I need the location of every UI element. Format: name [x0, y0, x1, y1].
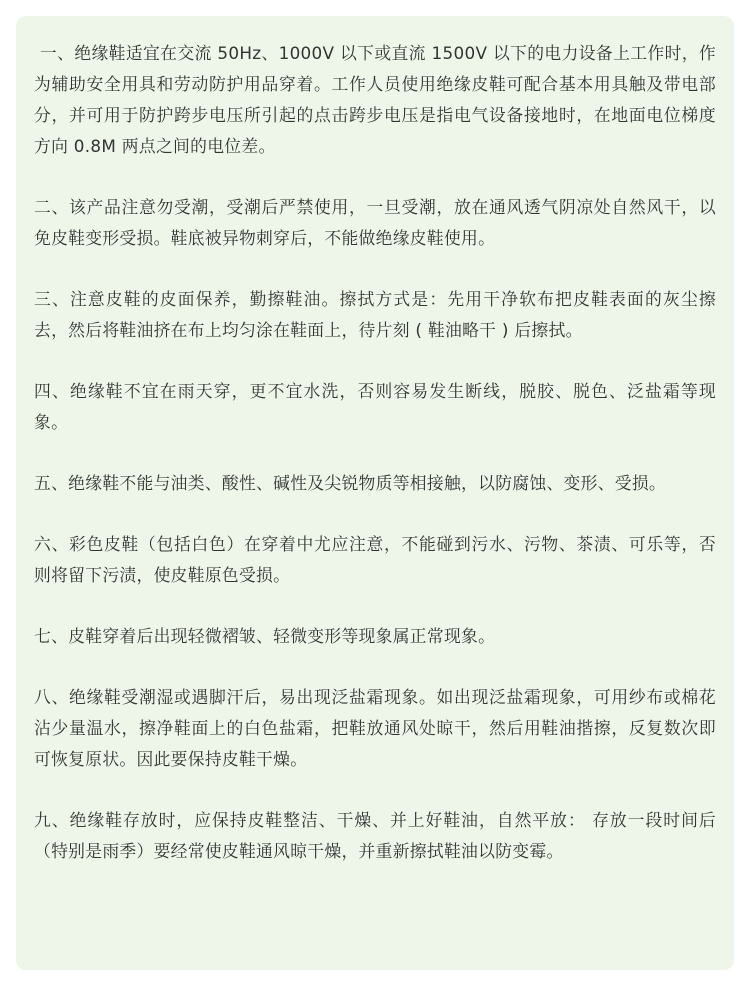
paragraph-2: 二、该产品注意勿受潮，受潮后严禁使用，一旦受潮，放在通风透气阴凉处自然风干，以免皮鞋变形受损。鞋底被异物刺穿后，不能做绝缘皮鞋使用。	[34, 197, 716, 248]
paragraph-3: 三、注意皮鞋的皮面保养，勤擦鞋油。擦拭方式是：先用干净软布把皮鞋表面的灰尘擦去，然后将鞋油挤在布上均匀涂在鞋面上，待片刻 ( 鞋油略干 ) 后擦拭。	[34, 289, 716, 340]
instructions-card	[16, 16, 734, 970]
paragraph-1: 一、绝缘鞋适宜在交流 50Hz、1000V 以下或直流 1500V 以下的电力设备上工作时，作为辅助安全用具和劳动防护用品穿着。工作人员使用绝缘皮鞋可配合基本用具触及带电部分，并可用于防护跨步电压所引起的点击跨步电压是指电气设备接地时，在地面电位梯度方向 0.8M 两点之间的电位差。	[34, 43, 716, 156]
paragraph-4: 四、绝缘鞋不宜在雨天穿，更不宜水洗，否则容易发生断线，脱胶、脱色、泛盐霜等现象。	[34, 381, 716, 432]
paragraph-5: 五、绝缘鞋不能与油类、酸性、碱性及尖锐物质等相接触，以防腐蚀、变形、受损。	[34, 473, 667, 493]
paragraph-7: 七、皮鞋穿着后出现轻微褶皱、轻微变形等现象属正常现象。	[34, 626, 496, 646]
paragraph-6: 六、彩色皮鞋（包括白色）在穿着中尤应注意，不能碰到污水、污物、茶渍、可乐等，否则将留下污渍，使皮鞋原色受损。	[34, 534, 716, 585]
paragraph-9: 九、绝缘鞋存放时，应保持皮鞋整洁、干燥、并上好鞋油，自然平放： 存放一段时间后（特别是雨季）要经常使皮鞋通风晾干燥，并重新擦拭鞋油以防变霉。	[34, 810, 716, 861]
paragraph-8: 八、绝缘鞋受潮湿或遇脚汗后，易出现泛盐霜现象。如出现泛盐霜现象，可用纱布或棉花沾少量温水，擦净鞋面上的白色盐霜，把鞋放通风处晾干，然后用鞋油揩擦，反复数次即可恢复原状。因此要保持皮鞋干燥。	[34, 687, 716, 769]
